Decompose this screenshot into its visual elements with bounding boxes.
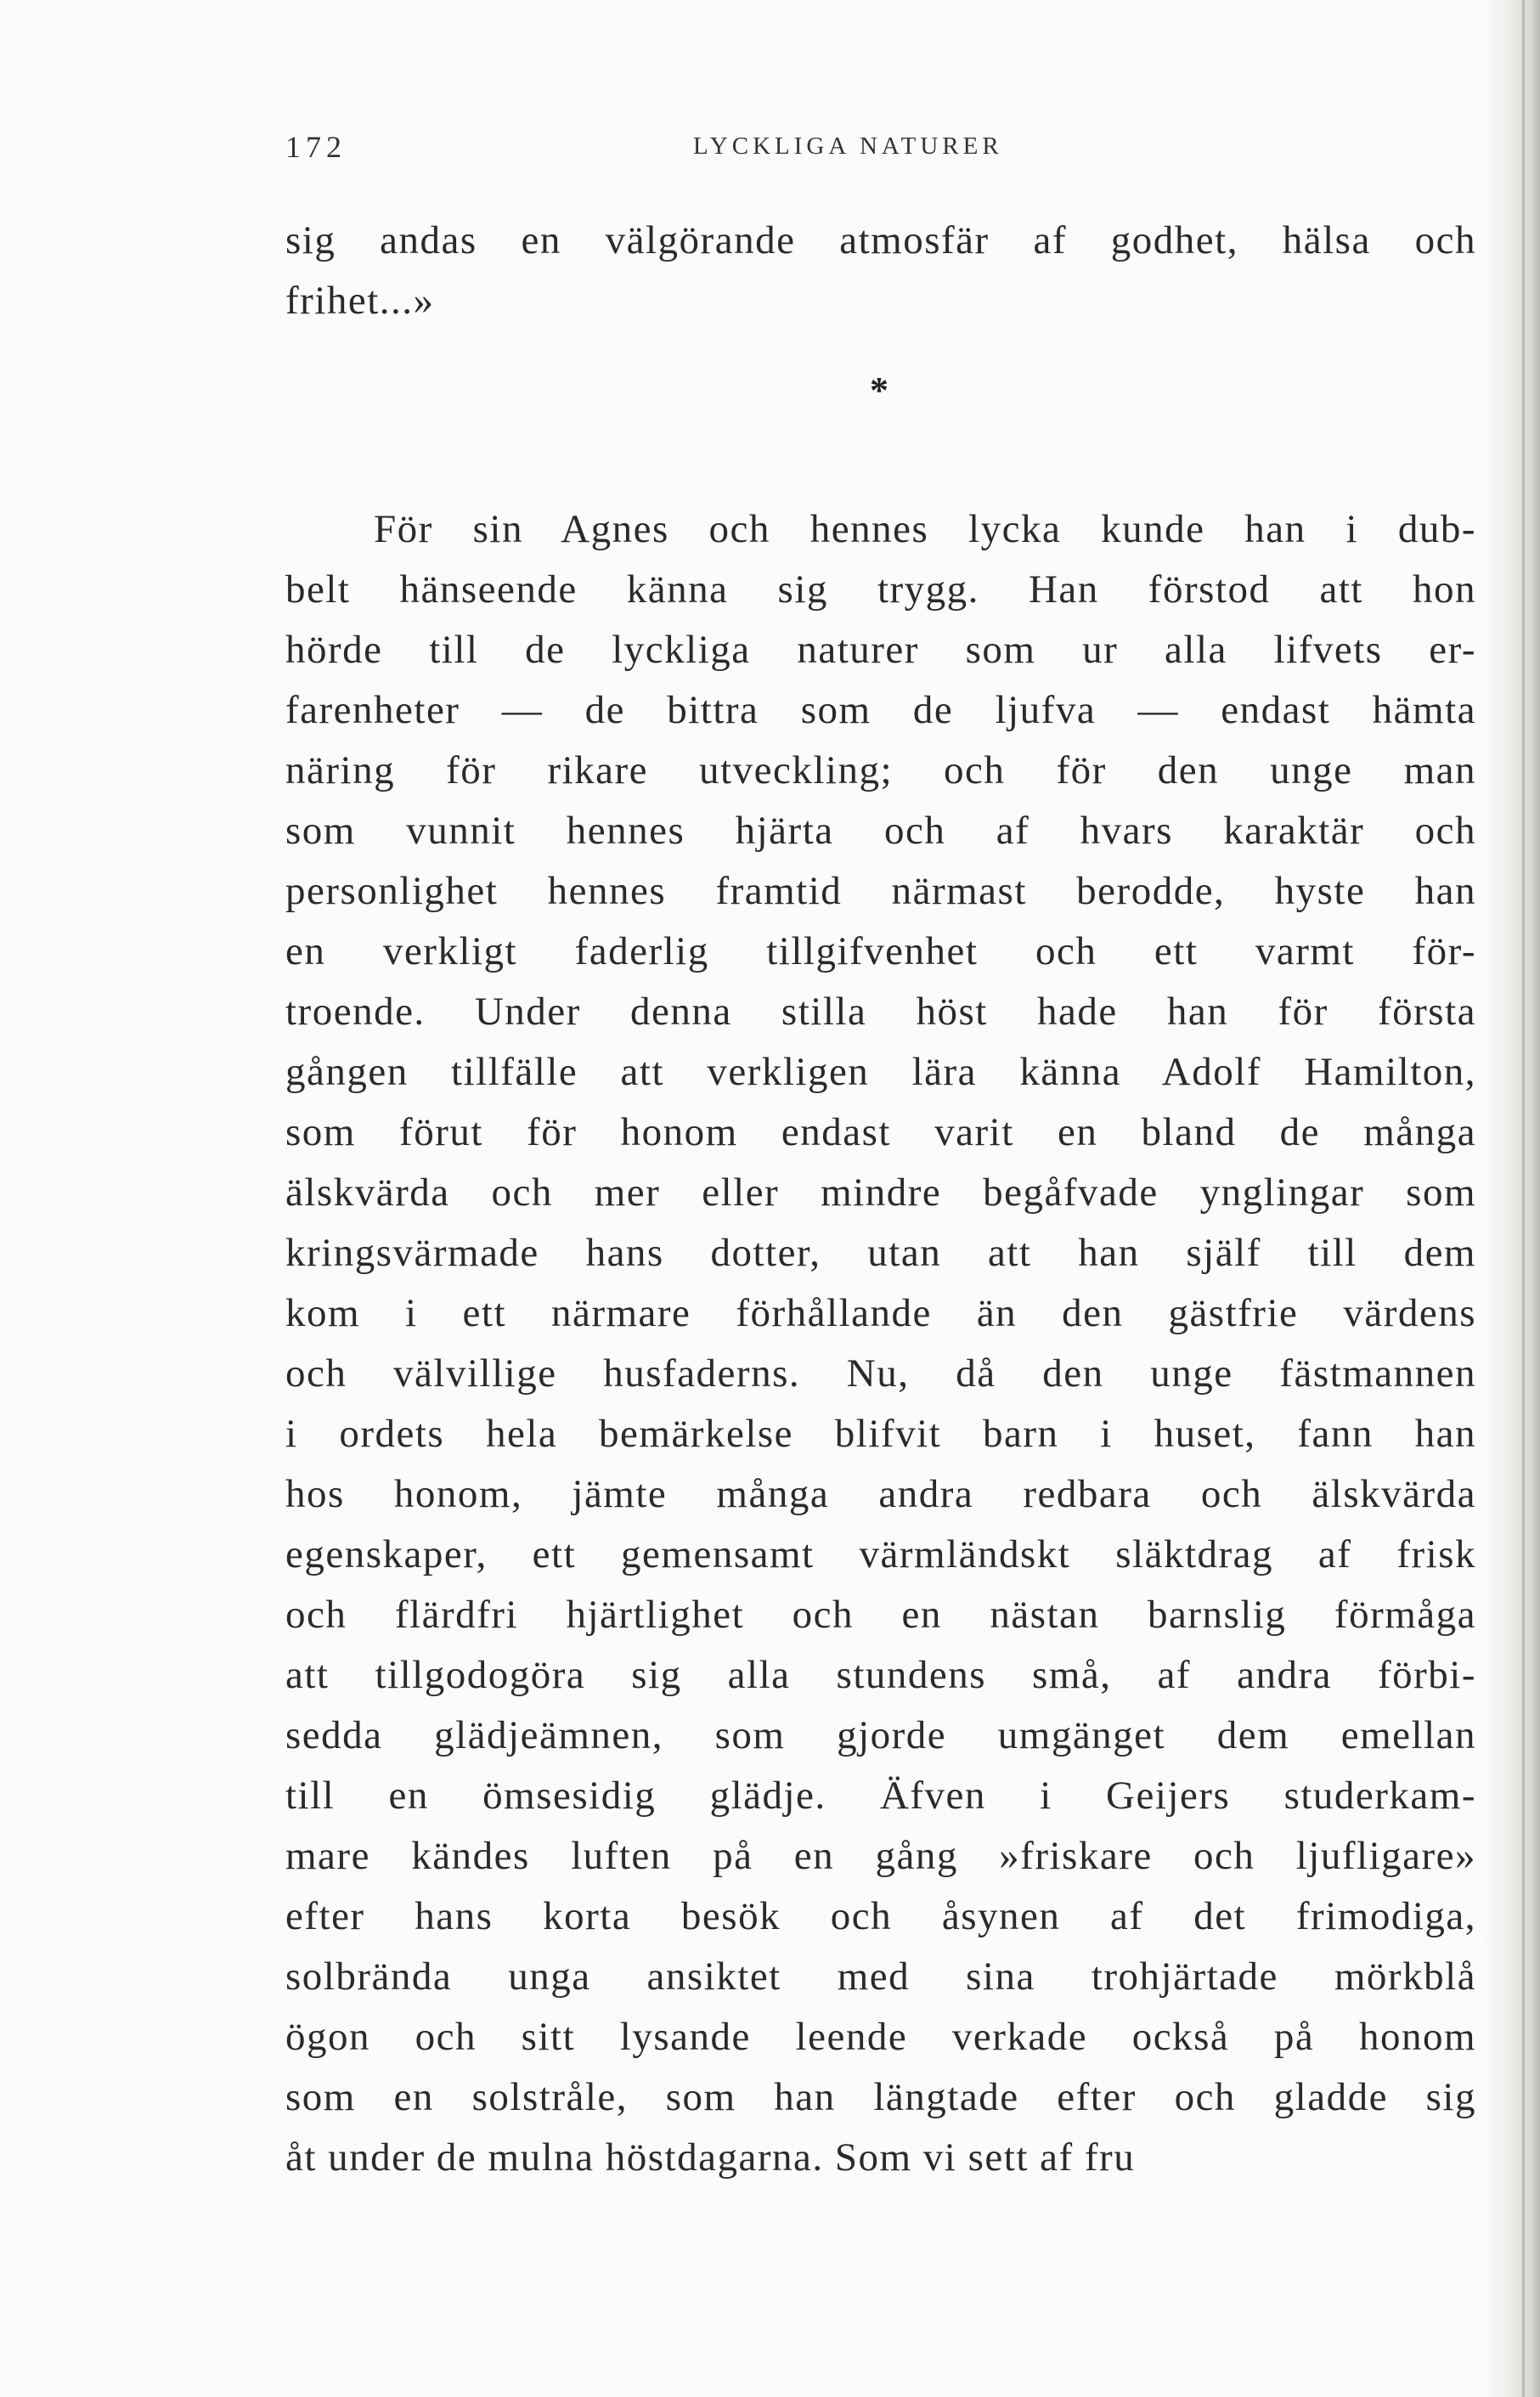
text-line: kringsvärmade hans dotter, utan att han själf till dem <box>285 1231 1476 1275</box>
text-line: ögon och sitt lysande leende verkade också på honom <box>285 2015 1476 2059</box>
text-line: som vunnit hennes hjärta och af hvars karaktär och <box>285 809 1476 853</box>
text-line: som förut för honom endast varit en bland de många <box>285 1110 1476 1154</box>
text-line: kom i ett närmare förhållande än den gästfrie värdens <box>285 1291 1476 1335</box>
text-line: åt under de mulna höstdagarna. Som vi sett af fru <box>285 2135 1136 2180</box>
text-line: personlighet hennes framtid närmast berodde, hyste han <box>285 869 1476 913</box>
main-paragraph <box>285 499 1476 2188</box>
text-line: sedda glädjeämnen, som gjorde umgänget dem emellan <box>285 1713 1476 1757</box>
page-header <box>285 129 1476 172</box>
page-number: 172 <box>285 130 347 164</box>
text-line: egenskaper, ett gemensamt värmländskt släktdrag af frisk <box>285 1532 1476 1576</box>
section-separator: * <box>870 369 888 411</box>
page-edge-shadow <box>1481 0 1540 2397</box>
text-line: mare kändes luften på en gång »friskare och ljufligare» <box>285 1834 1476 1878</box>
text-line: en verkligt faderlig tillgifvenhet och ett varmt för- <box>285 929 1476 973</box>
text-line: frihet...» <box>285 279 435 323</box>
running-title: LYCKLIGA NATURER <box>693 133 1003 160</box>
text-line: i ordets hela bemärkelse blifvit barn i huset, fann han <box>285 1412 1476 1456</box>
text-line: troende. Under denna stilla höst hade han för första <box>285 990 1476 1034</box>
text-line: belt hänseende känna sig trygg. Han förstod att hon <box>285 567 1476 612</box>
text-line: och flärdfri hjärtlighet och en nästan barnslig förmåga <box>285 1593 1476 1637</box>
text-line: solbrända unga ansiktet med sina trohjärtade mörkblå <box>285 1954 1476 1999</box>
text-line: efter hans korta besök och åsynen af det frimodiga, <box>285 1894 1476 1938</box>
text-line: hörde till de lyckliga naturer som ur alla lifvets er- <box>285 628 1476 672</box>
text-line: att tillgodogöra sig alla stundens små, af andra förbi- <box>285 1653 1476 1697</box>
text-line: till en ömsesidig glädje. Äfven i Geijers studerkam- <box>285 1774 1476 1818</box>
page-edge-line <box>1522 0 1525 2397</box>
opening-text <box>285 211 1476 331</box>
text-line: älskvärda och mer eller mindre begåfvade ynglingar som <box>285 1170 1476 1215</box>
text-line: näring för rikare utveckling; och för den unge man <box>285 748 1476 792</box>
text-line: och välvillige husfaderns. Nu, då den unge fästmannen <box>285 1351 1476 1396</box>
text-line: sig andas en välgörande atmosfär af godhet, hälsa och <box>285 218 1476 262</box>
text-line: hos honom, jämte många andra redbara och älskvärda <box>285 1472 1476 1516</box>
text-line: gången tillfälle att verkligen lära känna Adolf Hamilton, <box>285 1050 1476 1094</box>
text-line: För sin Agnes och hennes lycka kunde han i dub- <box>374 507 1476 551</box>
text-line: som en solstråle, som han längtade efter och gladde sig <box>285 2075 1476 2119</box>
text-line: farenheter — de bittra som de ljufva — endast hämta <box>285 688 1476 732</box>
